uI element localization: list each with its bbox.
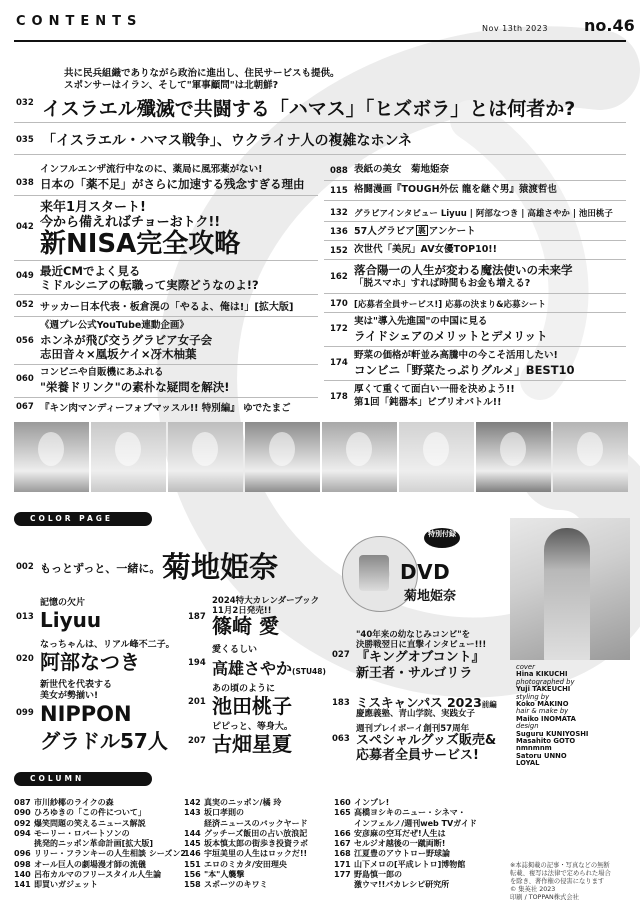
entry-subtitle: 美女が勢揃い! [40,691,99,701]
column-item-line [334,808,477,818]
column-title-cont: 激ウマ!!パカレシピ研究所 [354,880,450,890]
lead-name: 菊地姫奈 [162,550,279,584]
entry-name: グラドル57人 [40,729,168,753]
divider [14,316,318,317]
entry-suffix: (STU48) [292,667,326,676]
divider [14,294,318,295]
column-title: 爆笑問題の笑えるニュース解説 [34,818,146,828]
column-item-line [334,798,477,808]
entry-subtitle: 2024特大カレンダーブック [212,596,320,606]
column-title: 江夏豊のアウトロー野球論 [354,849,450,859]
photo-face [577,432,603,466]
credit-name: Masahito GOTO [516,737,576,746]
column-title: 高橋ヨシキのニュー・シネマ・ [354,808,466,818]
credit-name: Suguru KUNIYOSHI [516,729,589,738]
title-part: 57人グラビア [354,226,415,237]
column-title: ひろゆきの「この件について」 [34,808,146,818]
footnote-line: 印刷 / TOPPAN株式会社 [510,894,579,901]
entry-name: 応募者全員サービス! [356,748,479,763]
article-dek: 「脱スマホ」すれば時間もお金も増える? [354,278,531,289]
page-number: 090 [14,808,31,818]
column-title: モーリー・ロバートソンの [34,828,130,838]
column-item-line [14,880,186,890]
article-headline: 「イスラエル・ハマス戦争」、ウクライナ人の複雑なホンネ [42,133,413,149]
article-title: 表紙の美女 菊地姫奈 [354,164,450,175]
footnote [510,862,611,902]
gravure-photo [553,422,628,492]
article-dek: 実は"導入先進国"の中国に見る [354,316,488,327]
article-title [354,225,476,238]
page-number: 194 [188,658,206,668]
article-headline: ミドルシニアの転職って実際どうなのよ!? [40,278,259,292]
column-title: スポーツのキワミ [204,880,268,890]
article-headline: 落合陽一の人生が変わる魔法使いの未来学 [354,263,573,277]
dvd-label: DVD [400,560,451,584]
entry-subtitle: "40年来の幼なじみコンビ"を [356,630,471,640]
page-number: 060 [16,374,34,384]
column-item-line [14,819,186,829]
column-item [334,849,477,859]
credit-name: LOYAL [516,759,540,768]
photo-face [500,432,526,466]
entry-subtitle: 愛くるしい [212,645,258,655]
column-title: "本"人襲撃 [204,870,245,880]
page-number: 201 [188,697,206,707]
page-number: 052 [16,300,34,310]
column-item [334,870,477,891]
divider [324,221,626,222]
header-rule [14,40,626,42]
credit-name: Satoru UNNO [516,751,567,760]
credit-role: photographed by [516,677,575,686]
divider [324,200,626,201]
page-number: 187 [188,612,206,622]
page-number: 132 [330,208,348,218]
column-item [14,808,186,818]
article-dek: インフルエンザ流行中なのに、薬局に風邪薬がない! [40,164,263,175]
entry-name: スペシャルグッズ販売& [356,733,497,748]
page-number: 092 [14,818,31,828]
entry-subtitle: 週刊プレイボーイ創刊57周年 [356,724,470,734]
cover-portrait-photo [510,518,630,660]
divider [324,240,626,241]
contents-title: CONTENTS [16,14,143,29]
divider [14,364,318,365]
divider [324,346,626,347]
entry-suffix: 前編 [481,700,497,709]
page-number: 145 [184,839,201,849]
column-item-line [184,808,308,818]
page-number: 172 [330,324,348,334]
entry-name: 池田桃子 [212,694,292,718]
entry-subtitle: 決勝戦翌日に直撃インタビュー!!! [356,640,487,650]
column-title-cont: 挑発的ニッポン革命計画[拡大版] [34,839,153,849]
column-list-1 [14,798,186,891]
article-headline: 新NISA完全攻略 [40,229,241,259]
column-item-line [14,849,186,859]
column-title: 山下メロの[平成レトロ]博物館 [354,859,466,869]
article-dek: 厚くて重くて面白い一冊を決めよう!! [354,384,515,395]
page-number: 177 [334,870,351,880]
column-item-line [14,860,186,870]
column-item [334,798,477,808]
article-headline: コンビニ「野菜たっぷりグルメ」BEST10 [354,363,575,377]
credit-name: Hina KIKUCHI [516,670,568,679]
column-item-line [334,870,477,880]
page-number: 156 [184,870,201,880]
credit-role: design [516,722,539,731]
column-item-line [334,860,477,870]
column-item-line [14,808,186,818]
page-number: 140 [14,870,31,880]
page-number: 020 [16,654,34,664]
page-number: 013 [16,612,34,622]
column-item-line [184,798,308,808]
column-title: エロのミカタ/安田理央 [204,859,287,869]
entry-subtitle: 慶應義塾、青山学院、実践女子 [356,709,476,719]
column-item [184,839,308,849]
article-dek: 来年1月スタート! [40,200,146,215]
column-item [14,849,186,859]
page-number: 168 [334,849,351,859]
article-dek: 共に民兵組織でありながら政治に進出し、住民サービスも提供。 [64,68,340,79]
lead-subtitle: もっとずっと、一緒に。 [40,562,161,575]
column-title: 真実のニッポン/橘 玲 [204,798,282,807]
column-title: オール巨人の劇場漫才師の流儀 [34,859,146,869]
column-label: COLUMN [14,772,152,786]
gravure-photo [322,422,397,492]
page-number: 170 [330,299,348,309]
article-headline: ライドシェアのメリットとデメリット [354,329,548,343]
credit-role: hair & make by [516,707,569,716]
divider [324,380,626,381]
page-number: 049 [16,271,34,281]
page-number: 144 [184,828,201,838]
page-number: 171 [334,859,351,869]
article-headline: 『キン肉マンディーフォブマッスル!! 特別編』 ゆでたまご [40,403,291,414]
column-title: グッチーズ飯田の占い放浪記 [204,828,308,838]
page-number: 174 [330,358,348,368]
entry-name: 『キングオブコント』 [356,650,485,665]
footnote-line: 転載、複写は法律で定められた場合 [510,870,611,877]
footnote-line: © 集英社 2023 [510,886,556,893]
photo-face [346,432,372,466]
entry-subtitle: あの頃のように [212,684,276,694]
article-headline: 志田音々×凰坂ケイ×冴木柚葉 [40,347,197,361]
page-number: 151 [184,859,201,869]
column-item [184,829,308,839]
divider [324,293,626,294]
gravure-photo [91,422,166,492]
page-number: 115 [330,186,348,196]
page-number: 056 [16,336,34,346]
column-item [334,808,477,829]
page-number: 162 [330,272,348,282]
divider [324,312,626,313]
photo-face [38,432,64,466]
column-list-2 [184,798,308,891]
credits [516,664,588,768]
column-item [184,849,308,859]
page-number: 098 [14,859,31,869]
page-number: 063 [332,734,350,744]
column-item [184,808,308,829]
article-title: グラビアインタビュー Liyuu | 阿部なつき | 高雄さやか | 池田桃子 [354,209,613,219]
column-title: セルジオ越後の一蹴両断! [354,839,446,849]
column-title: リリー・フランキーの人生相談 シーズン2 [34,849,186,859]
column-item [184,880,308,890]
column-item [14,860,186,870]
secret-box: 裏 [417,226,426,235]
page-number: 042 [16,222,34,232]
column-list-3 [334,798,477,891]
column-item [184,798,308,808]
entry-name: 古畑星夏 [212,732,292,756]
column-title: 坂口孝則の [204,808,244,818]
column-item-line [184,870,308,880]
credit-name: Maiko INOMATA [516,714,576,723]
article-title: [応募者全員サービス!] 応募の決まり&応募シート [354,300,547,310]
page-number: 035 [16,135,34,145]
color-page-label: COLOR PAGE [14,512,152,526]
page-number: 087 [14,798,31,807]
page-number: 166 [334,828,351,838]
page-number: 002 [16,562,34,572]
entry-name-row [212,656,326,679]
entry-subtitle: 11月2日発売!! [212,606,272,616]
page-number: 165 [334,808,351,818]
article-headline: イスラエル殲滅で共闘する「ハマス」「ヒズボラ」とは何者か? [42,98,576,120]
column-title: 坂本慎太郎の街歩き投資ラボ [204,839,308,849]
column-title-cont: 経済ニュースのバックヤード [204,818,308,828]
article-dek: スポンサーはイラン、そして"軍事顧問"は北朝鮮? [64,80,279,91]
divider [14,154,626,155]
divider [14,260,318,261]
entry-subtitle: 新世代を代表する [40,680,113,690]
column-item [14,819,186,829]
column-item-line [184,829,308,839]
column-item [334,829,477,839]
page-number: 146 [184,849,201,859]
page-number: 143 [184,808,201,818]
column-item-line [334,849,477,859]
article-headline: 第1回「鈍器本」ビブリオバトル!! [354,397,502,408]
column-title: 野島慎一郎の [354,870,402,880]
article-dek: 最近CMでよく見る [40,264,141,278]
page-number: 096 [14,849,31,859]
entry-name: NIPPON [40,702,132,726]
page-number: 099 [16,708,34,718]
photo-face [423,432,449,466]
bonus-badge: 特別付録 [424,528,460,548]
credit-role: styling by [516,692,550,701]
column-item-line [14,870,186,880]
column-item [184,870,308,880]
credit-role: cover [516,663,535,671]
article-headline: サッカー日本代表・板倉滉の「やるよ、俺は!」[拡大版] [40,302,294,313]
column-item-line [14,829,186,839]
column-title: インプレ! [354,798,390,807]
column-title: 市川紗椰のライクの森 [34,798,114,807]
column-item-line [334,829,477,839]
article-headline: "栄養ドリンク"の素朴な疑問を解決! [40,380,230,394]
divider [324,180,626,181]
entry-name: 高雄さやか [212,659,293,678]
column-item-line [14,798,186,808]
photo-face [115,432,141,466]
credit-name: Yuji TAKEUCHI [516,685,571,694]
credit-name: Koko MAKINO [516,700,569,709]
entry-subtitle: 記憶の欠片 [40,598,86,608]
article-headline: ホンネが飛び交うグラビア女子会 [40,333,213,347]
page-number: 142 [184,798,201,807]
column-item [334,860,477,870]
column-item-line [334,839,477,849]
dvd-name: 菊地姫奈 [404,589,457,604]
page-number: 158 [184,880,201,890]
issue-date: Nov 13th 2023 [482,24,548,33]
article-dek: 今から備えればチョーおトク!! [40,215,221,230]
divider [324,259,626,260]
footnote-line: を除き、著作権の侵害になります [510,878,605,885]
column-item-line [184,849,308,859]
page-number: 136 [330,227,348,237]
photo-face [192,432,218,466]
entry-name: 新王者・サルゴリラ [356,666,473,681]
page-number: 152 [330,246,348,256]
dvd-photo [359,555,389,591]
column-item-line [184,839,308,849]
page-number: 038 [16,178,34,188]
column-item [14,829,186,850]
column-item [14,870,186,880]
article-title: 次世代「美尻」AV女優TOP10!! [354,244,497,255]
gravure-photo [476,422,551,492]
divider [14,397,318,398]
page-number: 088 [330,166,348,176]
column-item-line [184,880,308,890]
column-item [14,798,186,808]
title-part: アンケート [428,226,476,237]
page-number: 094 [14,828,31,838]
page-number: 160 [334,798,351,807]
page-number: 207 [188,736,206,746]
entry-name: 阿部なつき [40,650,140,674]
column-item [184,860,308,870]
article-dek: 野菜の価格が軒並み高騰中の今こそ活用したい! [354,350,558,361]
column-title: 安彦麻の空耳だぜ!人生は [354,828,446,838]
entry-name: 篠崎 愛 [212,614,279,638]
column-title: 即買いガジェット [34,880,98,890]
article-dek: コンビニや自販機にあふれる [40,367,164,378]
page-number: 141 [14,880,31,890]
footnote-line: ※本誌掲載の記事・写真などの無断 [510,862,610,869]
article-dek: 《週プレ公式YouTube連動企画》 [40,320,189,331]
gravure-photo [399,422,474,492]
photo-face [269,432,295,466]
gravure-photo [168,422,243,492]
page-number: 167 [334,839,351,849]
column-title: 宇垣美里の人生はロックだ!! [204,849,308,859]
page-number: 027 [332,650,350,660]
issue-number: no.46 [584,16,635,35]
column-title-cont: インフェルノ/週刊web TVガイド [354,818,477,828]
divider [14,195,318,196]
gravure-photo [14,422,89,492]
entry-name: ミスキャンパス 2023 [356,695,482,710]
article-headline: 日本の「薬不足」がさらに加速する残念すぎる理由 [40,177,305,191]
gravure-photo [245,422,320,492]
divider [14,122,626,123]
page-number: 178 [330,392,348,402]
page-number: 067 [16,402,34,412]
column-item-line [184,860,308,870]
credit-name: nmnmnm [516,744,552,753]
column-item [334,839,477,849]
column-title: 呂布カルマのフリースタイル人生論 [34,870,162,880]
column-item [14,880,186,890]
portrait-figure [544,528,590,660]
entry-name: Liyuu [40,608,102,632]
entry-subtitle: なっちゃんは、リアル峰不二子。 [40,640,175,650]
entry-subtitle: ピピっと、等身大。 [212,722,293,732]
page-number: 032 [16,98,34,108]
page-number: 183 [332,698,350,708]
article-title: 格闘漫画『TOUGH外伝 龍を継ぐ男』猿渡哲也 [354,184,557,195]
